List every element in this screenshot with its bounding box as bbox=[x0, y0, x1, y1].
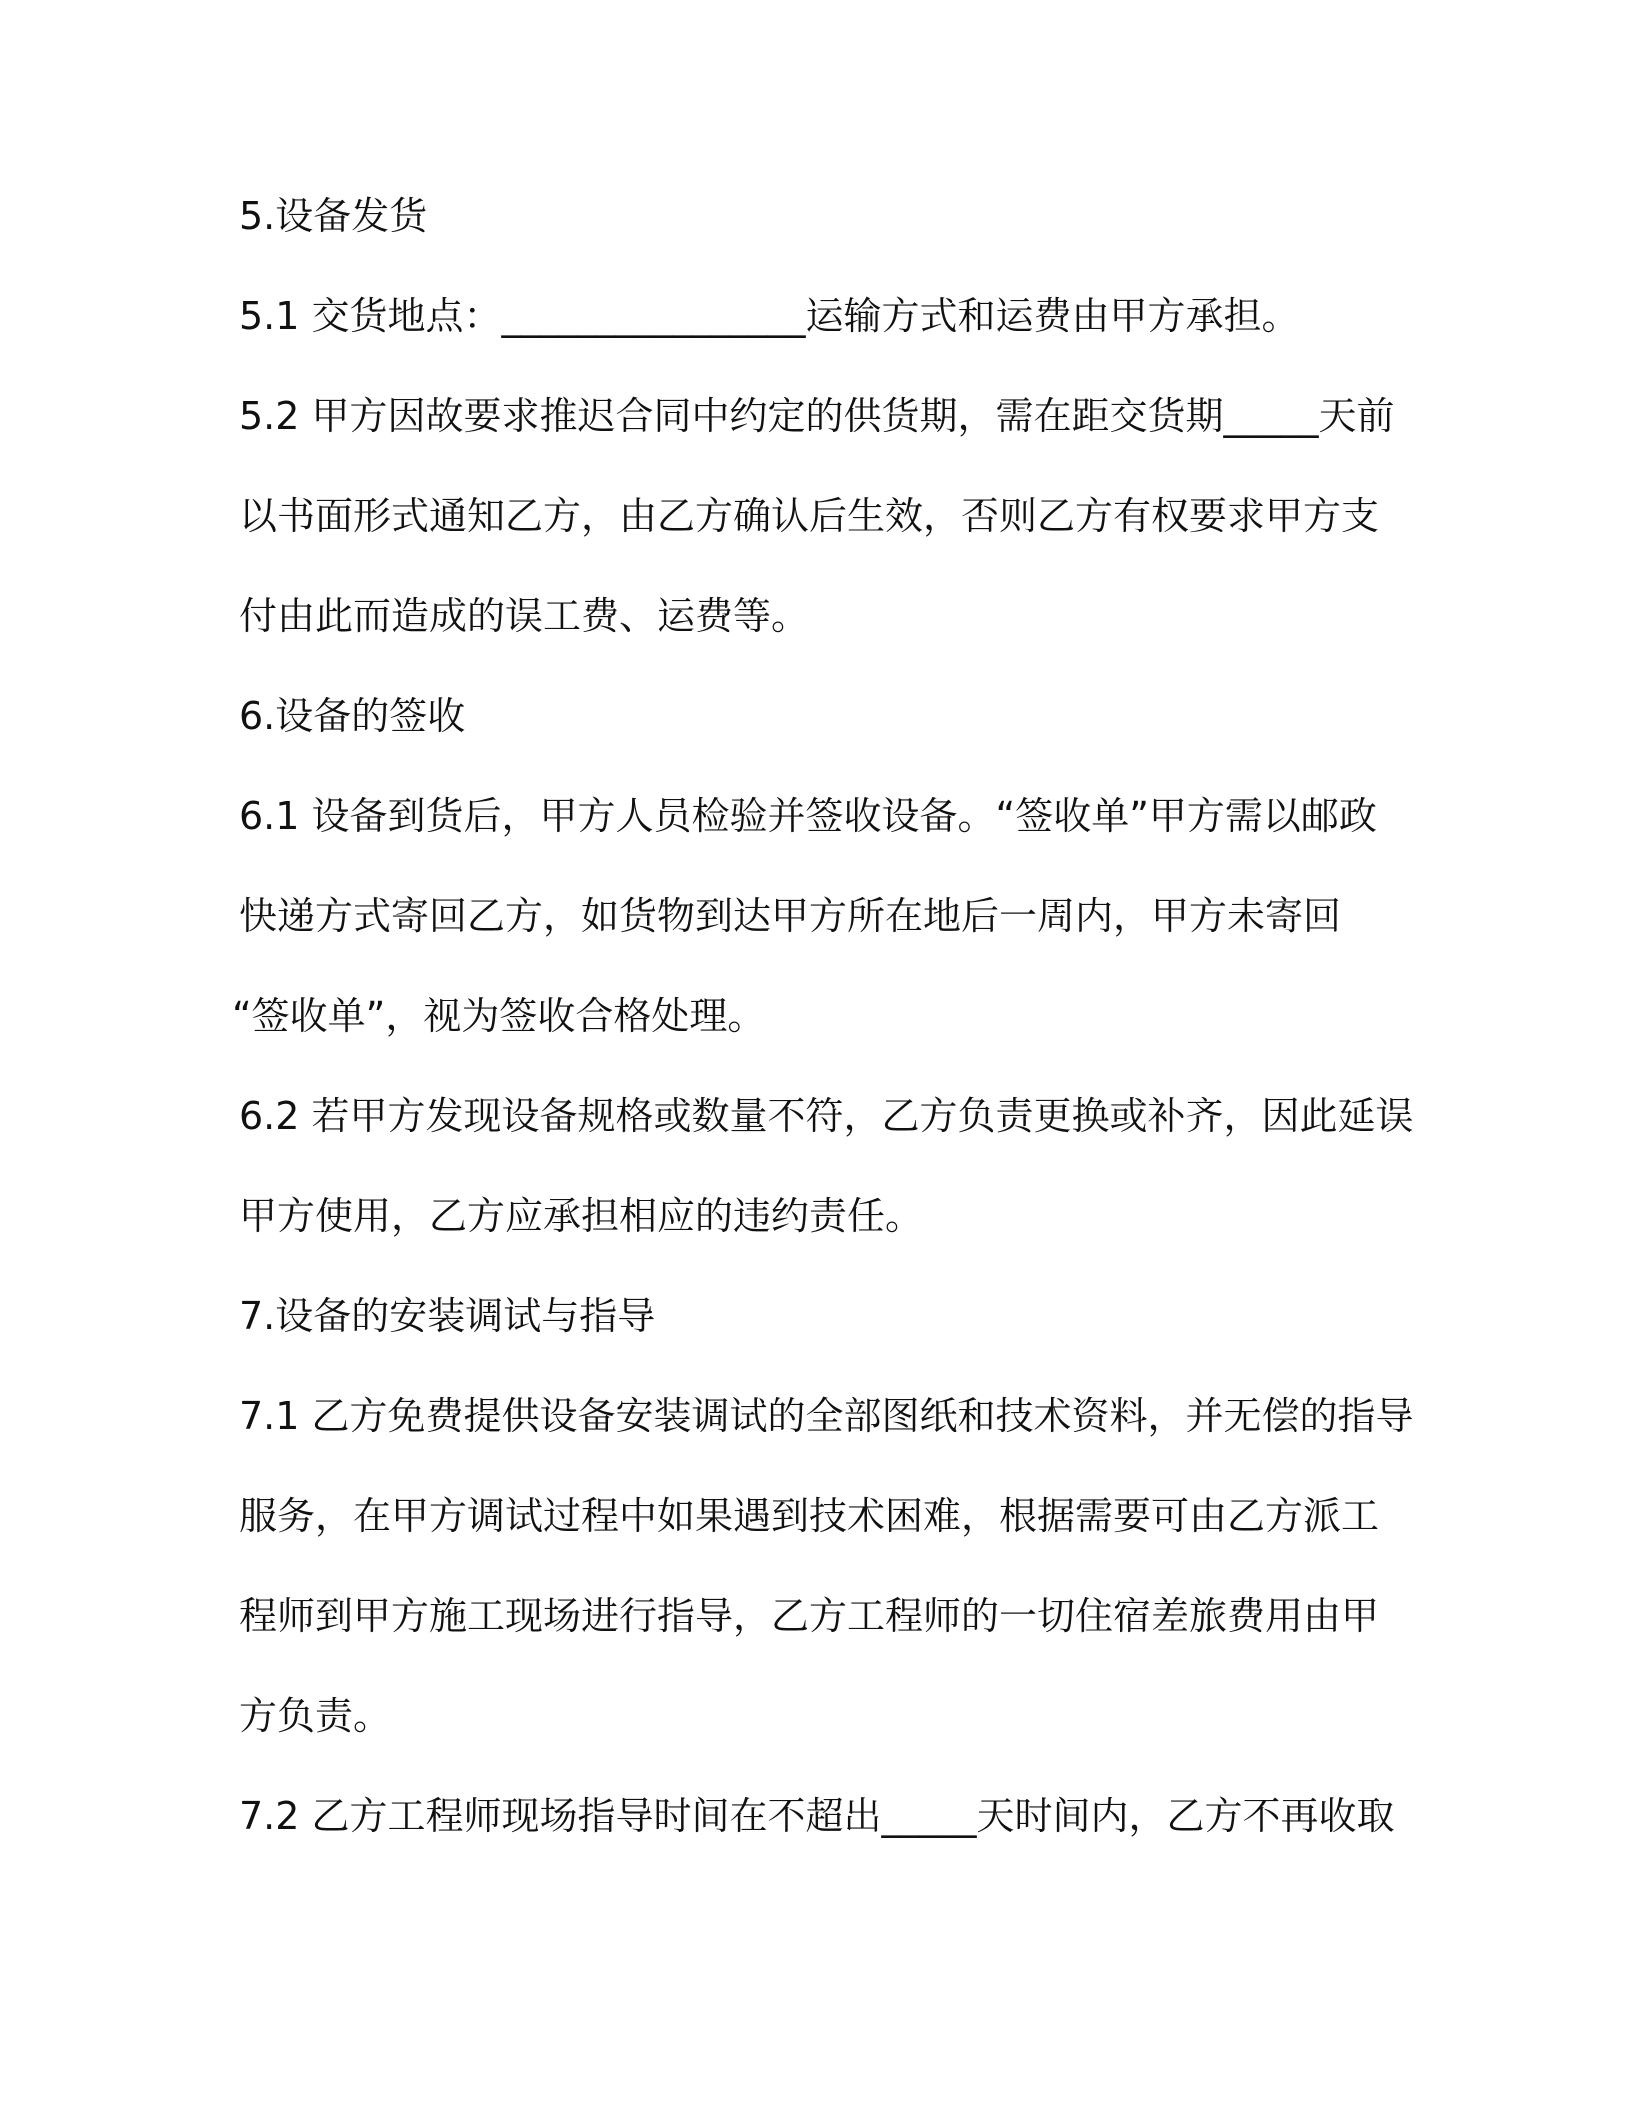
clause-7-1-line-1: 7.1 乙方免费提供设备安装调试的全部图纸和技术资料，并无偿的指导 bbox=[239, 1394, 1414, 1438]
clause-7-1-line-2: 服务，在甲方调试过程中如果遇到技术困难，根据需要可由乙方派工 bbox=[239, 1494, 1380, 1538]
clause-6-2-line-2: 甲方使用，乙方应承担相应的违约责任。 bbox=[239, 1194, 924, 1238]
clause-5-2-line-2: 以书面形式通知乙方，由乙方确认后生效，否则乙方有权要求甲方支 bbox=[239, 494, 1380, 538]
clause-7-1-line-4: 方负责。 bbox=[239, 1694, 392, 1738]
clause-6-1-line-3: “签收单”，视为签收合格处理。 bbox=[232, 994, 766, 1038]
clause-6-1-line-2: 快递方式寄回乙方，如货物到达甲方所在地后一周内，甲方未寄回 bbox=[239, 894, 1342, 938]
clause-5-2-line-1: 5.2 甲方因故要求推迟合同中约定的供货期，需在距交货期_____天前 bbox=[239, 394, 1395, 438]
clause-7-1-line-3: 程师到甲方施工现场进行指导，乙方工程师的一切住宿差旅费用由甲 bbox=[239, 1594, 1380, 1638]
clause-6-1-line-1: 6.1 设备到货后，甲方人员检验并签收设备。“签收单”甲方需以邮政 bbox=[239, 794, 1377, 838]
clause-7-2-line-1: 7.2 乙方工程师现场指导时间在不超出_____天时间内，乙方不再收取 bbox=[239, 1794, 1395, 1838]
clause-5-1: 5.1 交货地点：________________运输方式和运费由甲方承担。 bbox=[239, 294, 1300, 338]
clause-5-2-line-3: 付由此而造成的误工费、运费等。 bbox=[239, 594, 810, 638]
section-heading-7: 7.设备的安装调试与指导 bbox=[239, 1294, 656, 1338]
section-heading-6: 6.设备的签收 bbox=[239, 694, 466, 738]
section-heading-5: 5.设备发货 bbox=[239, 194, 428, 238]
clause-6-2-line-1: 6.2 若甲方发现设备规格或数量不符，乙方负责更换或补齐，因此延误 bbox=[239, 1094, 1414, 1138]
